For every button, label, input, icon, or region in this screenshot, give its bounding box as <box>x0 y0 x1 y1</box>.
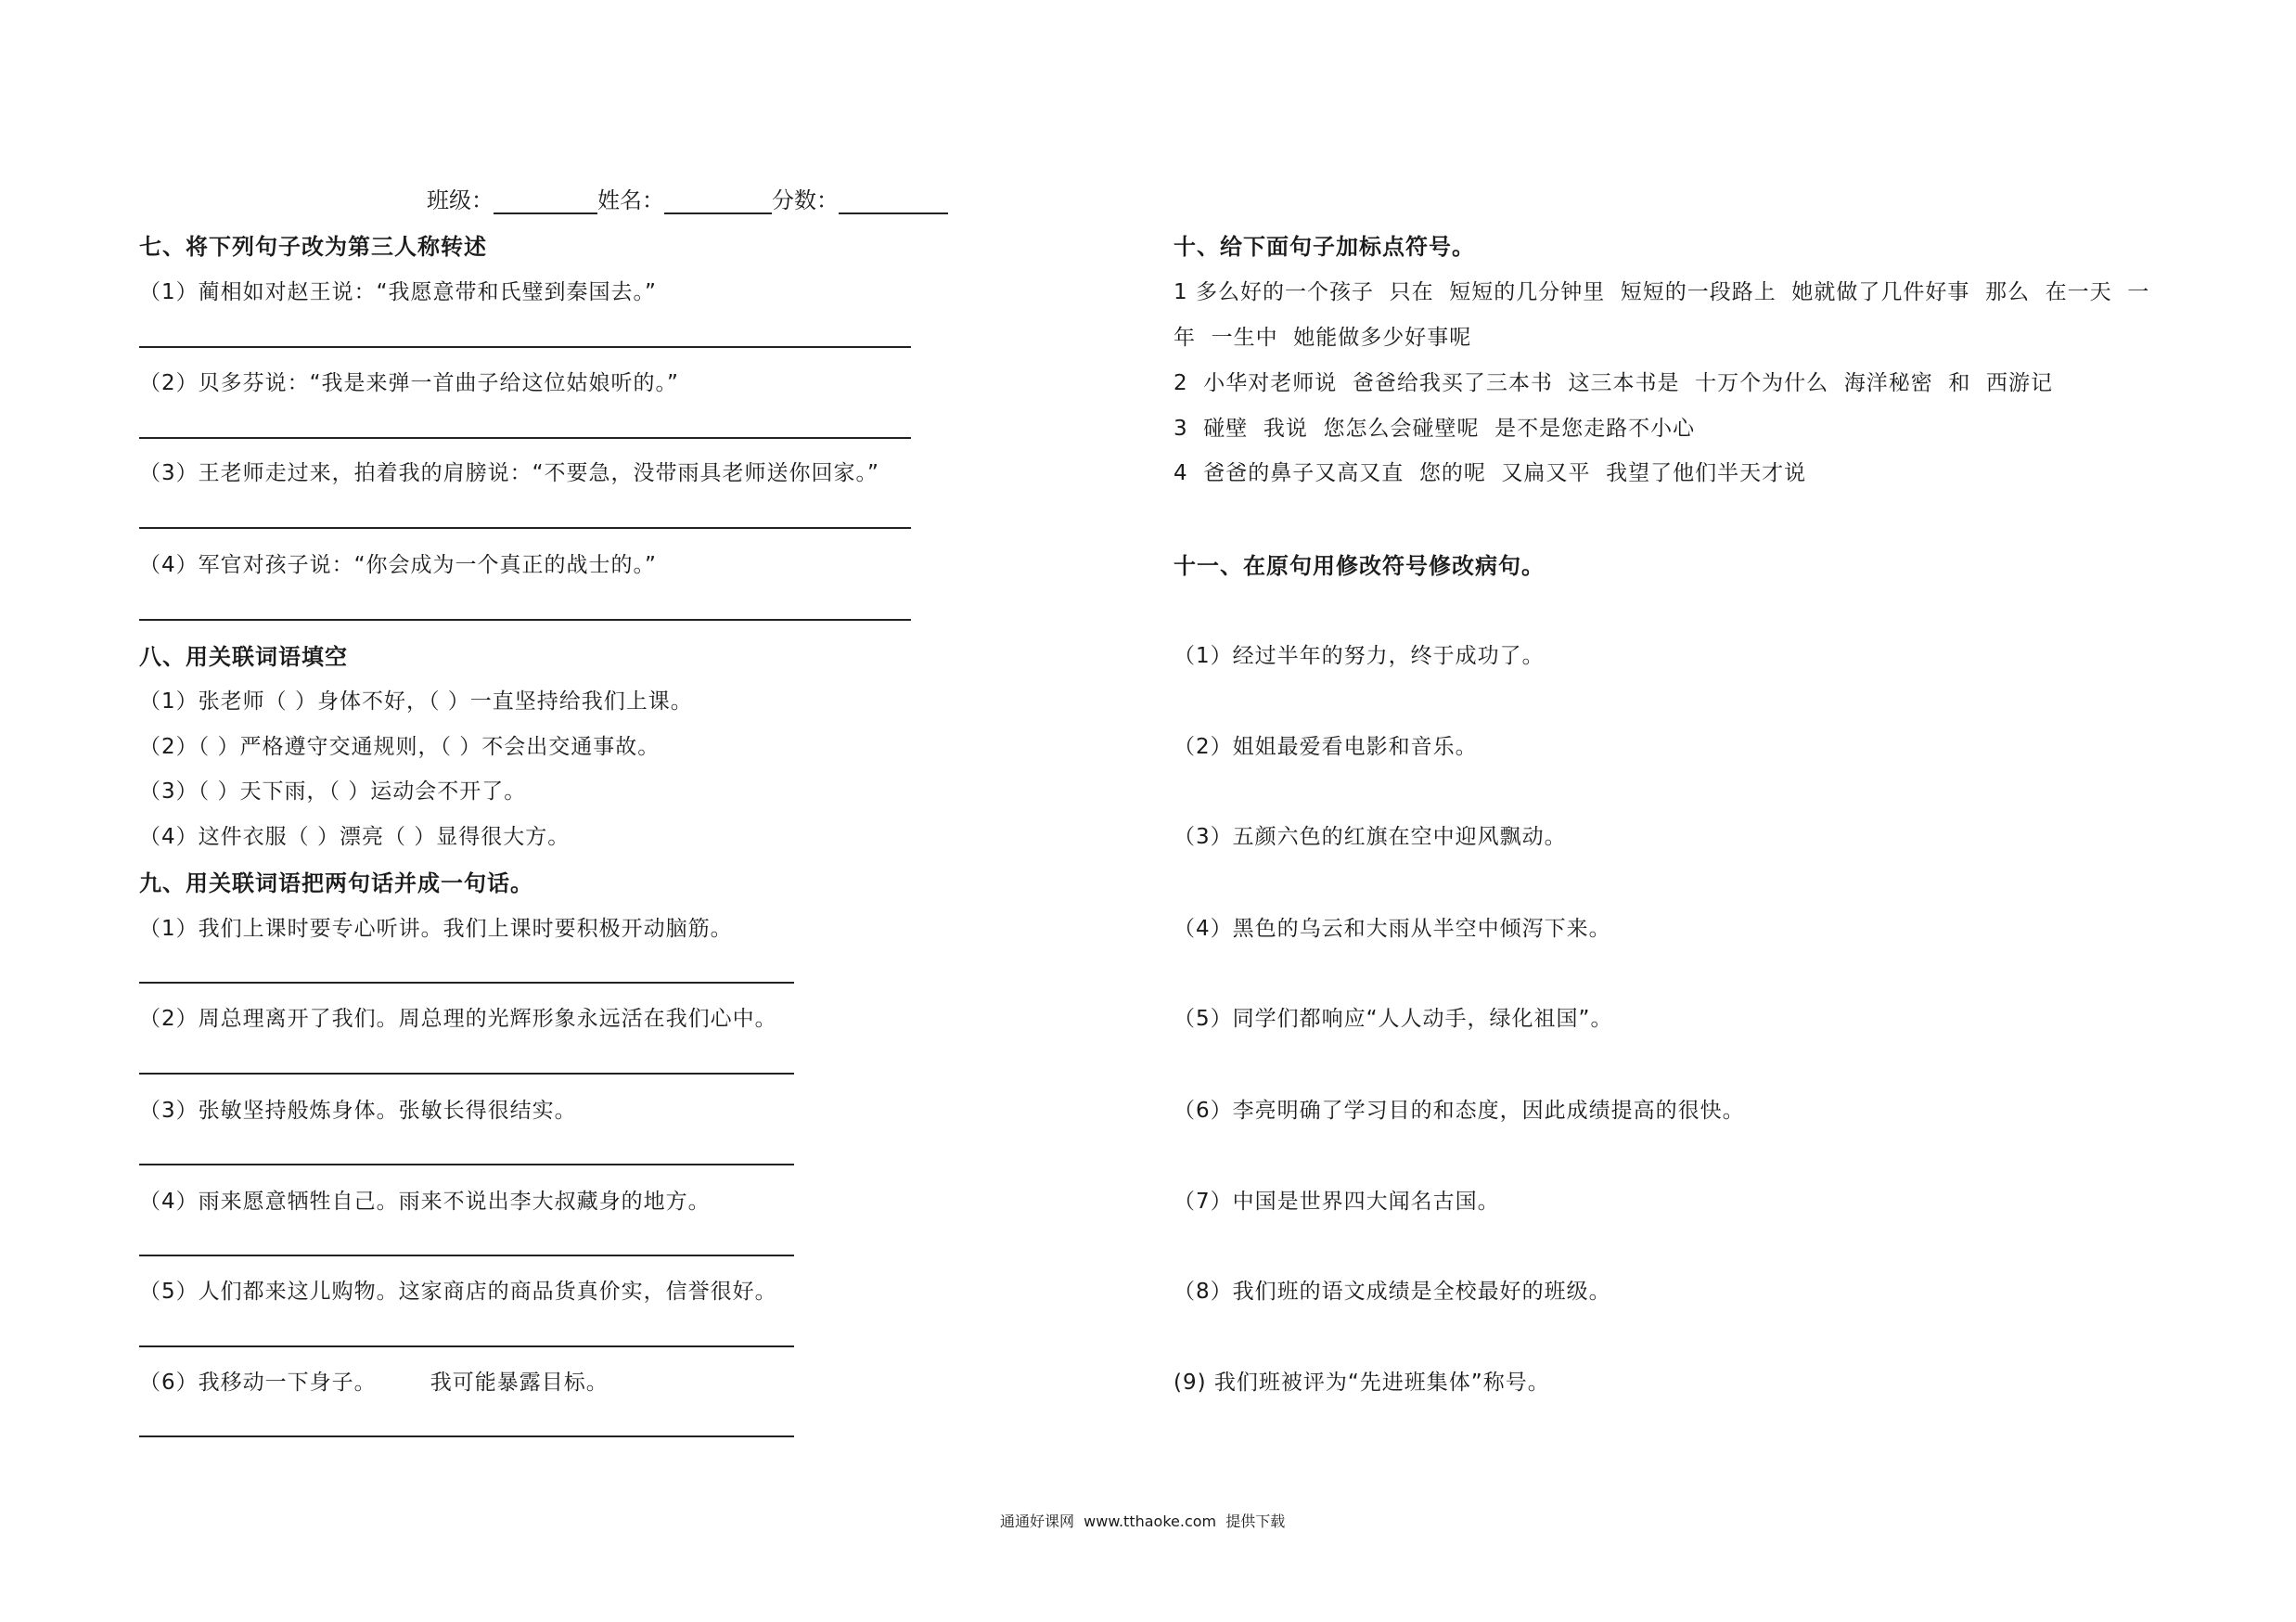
section7-item: （1）蔺相如对赵王说：“我愿意带和氏璧到秦国去。” <box>139 280 657 304</box>
section10-title: 十、给下面句子加标点符号。 <box>1174 234 1475 260</box>
class-blank[interactable] <box>494 190 597 214</box>
answer-line[interactable] <box>139 527 911 529</box>
section8-item: （2）（ ）严格遵守交通规则，（ ）不会出交通事故。 <box>139 735 661 759</box>
section10-line: 年 一生中 她能做多少好事呢 <box>1174 326 1472 350</box>
section11-item: (9) 我们班被评为“先进班集体”称号。 <box>1174 1371 1550 1395</box>
section11-item: （3）五颜六色的红旗在空中迎风飘动。 <box>1174 825 1567 849</box>
footer-text: 通通好课网 www.tthaoke.com 提供下载 <box>1000 1513 1286 1530</box>
section11-item: （7）中国是世界四大闻名古国。 <box>1174 1190 1500 1214</box>
answer-line[interactable] <box>139 1435 794 1437</box>
section9-item: （6）我移动一下身子。 我可能暴露目标。 <box>139 1371 609 1395</box>
student-info-header <box>427 182 948 214</box>
answer-line[interactable] <box>139 437 911 439</box>
section8-item: （1）张老师（ ）身体不好，（ ）一直坚持给我们上课。 <box>139 689 693 714</box>
section11-item: （1）经过半年的努力，终于成功了。 <box>1174 644 1545 668</box>
section11-title: 十一、在原句用修改符号修改病句。 <box>1174 553 1545 579</box>
score-label: 分数： <box>772 187 839 213</box>
section10-line: 4 爸爸的鼻子又高又直 您的呢 又扁又平 我望了他们半天才说 <box>1174 461 1807 485</box>
section9-item: （4）雨来愿意牺牲自己。雨来不说出李大叔藏身的地方。 <box>139 1190 711 1214</box>
section9-item: （5）人们都来这儿购物。这家商店的商品货真价实，信誉很好。 <box>139 1280 777 1304</box>
section11-item: （4）黑色的乌云和大雨从半空中倾泻下来。 <box>1174 917 1611 941</box>
section11-item: （6）李亮明确了学习目的和态度，因此成绩提高的很快。 <box>1174 1099 1745 1123</box>
section7-item: （4）军官对孩子说：“你会成为一个真正的战士的。” <box>139 553 657 577</box>
section7-item: （2）贝多芬说：“我是来弹一首曲子给这位姑娘听的。” <box>139 371 679 395</box>
answer-line[interactable] <box>139 1345 794 1347</box>
section7-item: （3）王老师走过来，拍着我的肩膀说：“不要急，没带雨具老师送你回家。” <box>139 461 879 485</box>
section8-item: （4）这件衣服（ ）漂亮（ ）显得很大方。 <box>139 825 571 849</box>
name-label: 姓名： <box>597 187 664 213</box>
section10-line: 3 碰壁 我说 您怎么会碰壁呢 是不是您走路不小心 <box>1174 417 1696 441</box>
name-blank[interactable] <box>664 190 772 214</box>
section8-item: （3）（ ）天下雨，（ ）运动会不开了。 <box>139 779 527 804</box>
section11-item: （8）我们班的语文成绩是全校最好的班级。 <box>1174 1280 1611 1304</box>
section9-item: （2）周总理离开了我们。周总理的光辉形象永远活在我们心中。 <box>139 1007 777 1031</box>
answer-line[interactable] <box>139 1255 794 1256</box>
score-blank[interactable] <box>839 190 948 214</box>
section10-line: 2 小华对老师说 爸爸给我买了三本书 这三本书是 十万个为什么 海洋秘密 和 西游记 <box>1174 371 2053 395</box>
section11-item: （5）同学们都响应“人人动手，绿化祖国”。 <box>1174 1007 1613 1031</box>
answer-line[interactable] <box>139 346 911 348</box>
section9-item: （1）我们上课时要专心听讲。我们上课时要积极开动脑筋。 <box>139 917 733 941</box>
answer-line[interactable] <box>139 1073 794 1075</box>
section9-item: （3）张敏坚持般炼身体。张敏长得很结实。 <box>139 1099 577 1123</box>
class-label: 班级： <box>427 187 494 213</box>
answer-line[interactable] <box>139 1164 794 1165</box>
section7-title: 七、将下列句子改为第三人称转述 <box>139 234 487 260</box>
section10-line: 1 多么好的一个孩子 只在 短短的几分钟里 短短的一段路上 她就做了几件好事 那么 在一天 一 <box>1174 280 2150 304</box>
answer-line[interactable] <box>139 982 794 984</box>
section9-title: 九、用关联词语把两句话并成一句话。 <box>139 870 533 896</box>
section8-title: 八、用关联词语填空 <box>139 644 348 670</box>
section11-item: （2）姐姐最爱看电影和音乐。 <box>1174 735 1478 759</box>
answer-line[interactable] <box>139 619 911 621</box>
